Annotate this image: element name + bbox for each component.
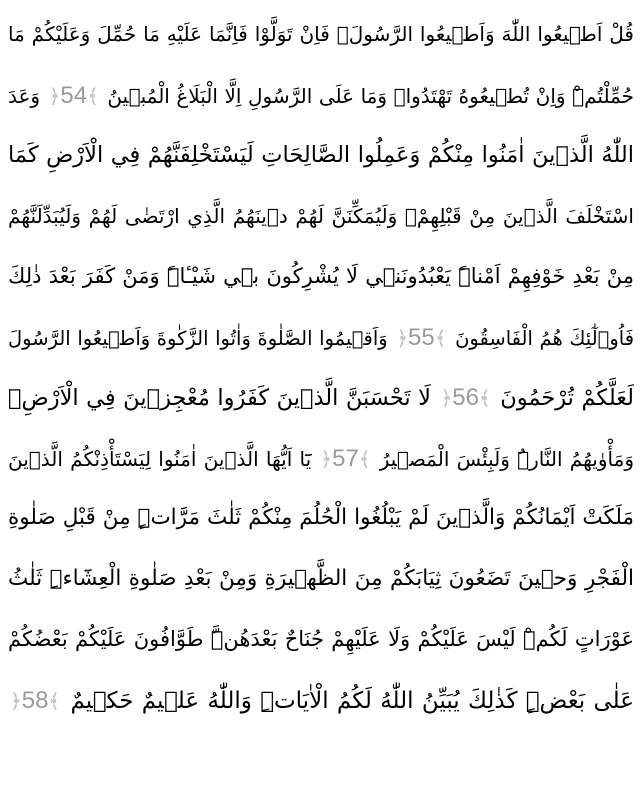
line-text-tail: وَعَدَ (8, 83, 41, 108)
text-line-11 (8, 609, 634, 670)
ayah-number-marker (320, 428, 370, 489)
text-line-10 (8, 549, 634, 610)
line-text: وَمَأْوٰيهُمُ النَّارُۜ وَلَبِئْسَ الْمَص۪يرُ (379, 446, 634, 471)
ayah-number: 55 (408, 323, 435, 351)
ayah-number-marker (10, 670, 60, 731)
text-line-5 (8, 246, 634, 307)
line-text: عَوْرَاتٍ لَكُمْۜ لَيْسَ عَلَيْكُمْ وَلَا عَلَيْهِمْ جُنَاحٌ بَعْدَهُنَّۜ طَوَّافُونَ عَلَيْكُمْ بَعْضُكُمْ (8, 627, 634, 651)
ayah-bracket-icon: ﴾ (358, 446, 371, 471)
ayah-number-marker (441, 367, 491, 428)
ayah-number-marker (396, 307, 446, 368)
ayah-bracket-icon: ﴾ (48, 688, 61, 713)
line-text: مَلَكَتْ اَيْمَانُكُمْ وَالَّذ۪ينَ لَمْ يَبْلُغُوا الْحُلُمَ مِنْكُمْ ثَلٰثَ مَرَّاتٍۜ مِنْ قَبْلِ صَلٰوةِ (8, 505, 634, 530)
text-line-6 (8, 307, 634, 368)
line-text: اسْتَخْلَفَ الَّذ۪ينَ مِنْ قَبْلِهِمْۖ وَلَيُمَكِّنَنَّ لَهُمْ د۪ينَهُمُ الَّذِي ارْتَضٰى لَهُمْ وَلَيُبَدِّلَنَّهُمْ (8, 203, 634, 228)
ayah-bracket-icon: ﴿ (48, 83, 61, 108)
ayah-bracket-icon: ﴾ (87, 83, 99, 108)
line-text: مِنْ بَعْدِ خَوْفِهِمْ اَمْناًۜ يَعْبُدُونَن۪ي لَا يُشْرِكُونَ ب۪ي شَيْـٔاًۜ وَمَنْ كَفَرَ بَعْدَ ذٰلِكَ (8, 264, 634, 288)
ayah-bracket-icon: ﴿ (10, 688, 22, 713)
line-text: حُمِّلْتُمْۜ وَاِنْ تُط۪يعُوهُ تَهْتَدُواۜ وَمَا عَلَى الرَّسُولِ اِلَّا الْبَلَاغُ الْمُب۪ينُ (107, 83, 634, 108)
ayah-number-marker (49, 65, 99, 126)
ayah-number: 58 (21, 686, 49, 714)
ayah-number: 57 (332, 444, 359, 472)
ayah-bracket-icon: ﴾ (434, 325, 447, 350)
line-text: لَعَلَّكُمْ تُرْحَمُونَ (500, 385, 634, 411)
line-text: الْفَجْرِ وَح۪ينَ تَضَعُونَ ثِيَابَكُمْ مِنَ الظَّه۪يرَةِ وَمِنْ بَعْدِ صَلٰوةِ الْعِشَٓاءِۜ ثَلٰثُ (8, 565, 634, 591)
text-line-4 (8, 186, 634, 247)
text-line-8 (8, 428, 634, 489)
line-text: عَلٰى بَعْضٍۜ كَذٰلِكَ يُبَيِّنُ اللّٰهُ لَكُمُ الْاٰيَاتِۜ وَاللّٰهُ عَل۪يمٌ حَك۪يمٌ (70, 687, 634, 714)
ayah-number: 56 (452, 384, 479, 411)
ayah-bracket-icon: ﴿ (320, 446, 333, 471)
line-text: اللّٰهُ الَّذ۪ينَ اٰمَنُوا مِنْكُمْ وَعَمِلُوا الصَّالِحَاتِ لَيَسْتَخْلِفَنَّهُمْ فِي الْاَرْضِ كَمَا (8, 142, 634, 168)
ayah-number: 54 (60, 81, 88, 109)
text-line-7 (8, 367, 634, 428)
text-line-1 (8, 4, 634, 65)
text-line-2 (8, 65, 634, 126)
line-text-tail: يَٓا اَيُّهَا الَّذ۪ينَ اٰمَنُوا لِيَسْتَأْذِنْكُمُ الَّذ۪ينَ (8, 446, 312, 471)
ayah-bracket-icon: ﴾ (478, 386, 491, 410)
text-line-3 (8, 125, 634, 186)
ayah-bracket-icon: ﴿ (440, 386, 453, 410)
text-line-12 (8, 670, 634, 731)
line-text: قُلْ اَط۪يعُوا اللّٰهَ وَاَط۪يعُوا الرَّسُولَۚ فَاِنْ تَوَلَّوْا فَاِنَّمَا عَلَيْهِ مَا حُمِّلَ وَعَلَيْكُمْ مَا (8, 22, 634, 46)
line-text: فَاُو۬لٰٓئِكَ هُمُ الْفَاسِقُونَ (455, 326, 634, 350)
line-text-tail: لَا تَحْسَبَنَّ الَّذ۪ينَ كَفَرُوا مُعْجِز۪ينَ فِي الْاَرْضِۚ (8, 385, 432, 411)
line-text-tail: وَاَق۪يمُوا الصَّلٰوةَ وَاٰتُوا الزَّكٰوةَ وَاَط۪يعُوا الرَّسُولَ (8, 326, 388, 350)
ayah-bracket-icon: ﴿ (396, 325, 409, 350)
text-line-9 (8, 488, 634, 549)
